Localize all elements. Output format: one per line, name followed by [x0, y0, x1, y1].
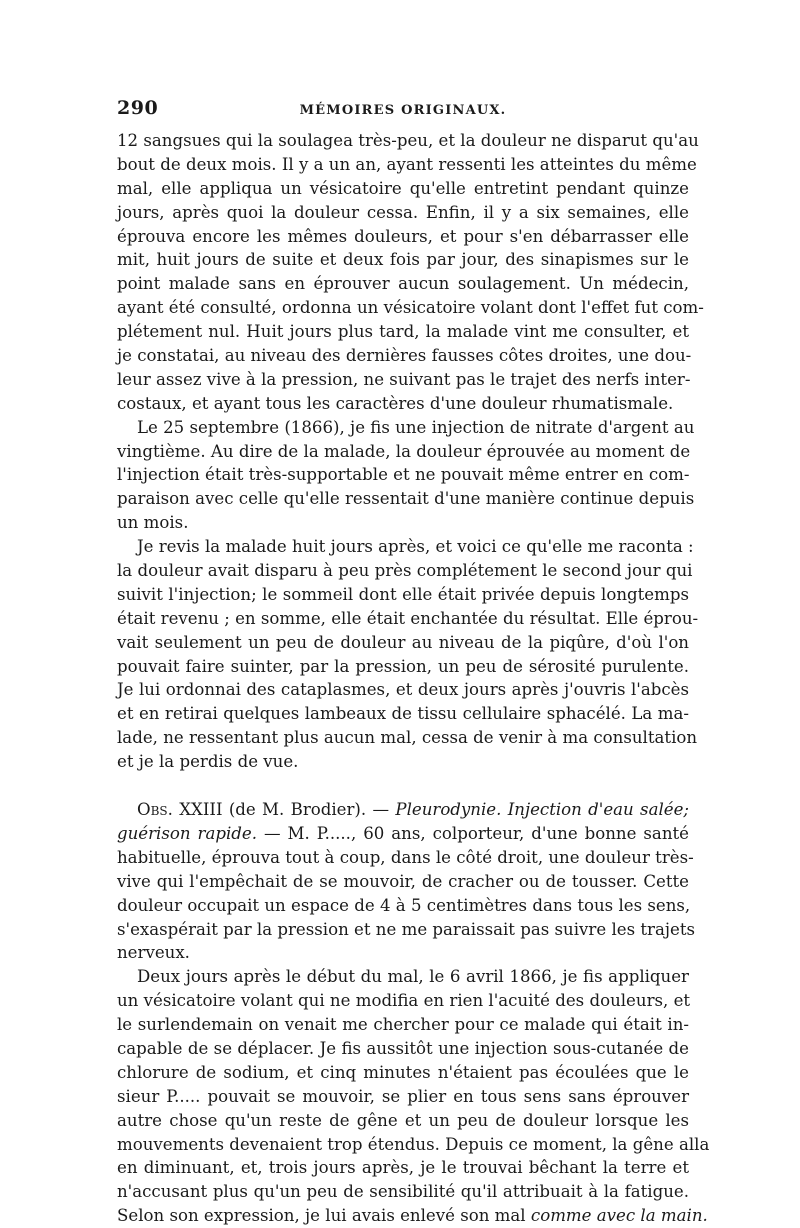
text-line: chlorure de sodium, et cinq minutes n'étaient pas écoulées que le — [117, 1062, 689, 1082]
text-line: en diminuant, et, trois jours après, je le trouvai bêchant la terre et — [117, 1158, 689, 1178]
observation-dash: — — [372, 800, 390, 820]
text-line: habituelle, éprouva tout à coup, dans le côté droit, une douleur très- — [117, 847, 694, 867]
body-text — [117, 129, 710, 1228]
text-line: vive qui l'empêchait de se mouvoir, de cracher ou de tousser. Cette — [117, 871, 689, 891]
text-line: point malade sans en éprouver aucun soulagement. Un médecin, — [117, 274, 689, 294]
text-line: le surlendemain on venait me chercher pour ce malade qui était in- — [117, 1015, 689, 1035]
text-line: était revenu ; en somme, elle était enchantée du résultat. Elle éprou- — [117, 608, 699, 628]
page-header — [117, 97, 689, 125]
text-line: éprouva encore les mêmes douleurs, et pour s'en débarrasser elle — [117, 226, 689, 246]
text-line: je constatai, au niveau des dernières fausses côtes droites, une dou- — [117, 346, 692, 366]
text-line: l'injection était très-supportable et ne pouvait même entrer en com- — [117, 465, 690, 485]
observation-title: Pleurodynie. Injection d'eau salée; — [395, 800, 689, 820]
text-line: jours, après quoi la douleur cessa. Enfin, il y a six semaines, elle — [117, 202, 689, 222]
text-line: mouvements devenaient trop étendus. Depuis ce moment, la gêne alla — [117, 1134, 710, 1154]
text-line — [117, 1204, 708, 1228]
text-line: vingtième. Au dire de la malade, la douleur éprouvée au moment de — [117, 441, 691, 461]
text-line: mit, huit jours de suite et deux fois par jour, des sinapismes sur le — [117, 250, 689, 270]
text-line: lade, ne ressentant plus aucun mal, cessa de venir à ma consultation — [117, 728, 698, 748]
text-line: leur assez vive à la pression, ne suivant pas le trajet des nerfs inter- — [117, 369, 691, 389]
text-line: Je lui ordonnai des cataplasmes, et deux jours après j'ouvris l'abcès — [117, 680, 689, 700]
text-line: capable de se déplacer. Je fis aussitôt une injection sous-cutanée de — [117, 1038, 689, 1058]
text-line: sieur P..... pouvait se mouvoir, se plier en tous sens sans éprouver — [117, 1086, 689, 1106]
text-line: s'exaspérait par la pression et ne me paraissait pas suivre les trajets — [117, 919, 696, 939]
text-line: n'accusant plus qu'un peu de sensibilité qu'il attribuait à la fatigue. — [117, 1182, 689, 1202]
text-line: costaux, et ayant tous les caractères d'une douleur rhumatismale. — [117, 393, 674, 413]
text-line: autre chose qu'un reste de gêne et un peu de douleur lorsque les — [117, 1110, 689, 1130]
section-gap — [117, 774, 689, 798]
text-line: plétement nul. Huit jours plus tard, la malade vint me consulter, et — [117, 322, 689, 342]
observation-title-end: guérison rapide. — [117, 823, 258, 843]
text-line: et en retirai quelques lambeaux de tissu cellulaire sphacélé. La ma- — [117, 704, 689, 724]
text-line: vait seulement un peu de douleur au niveau de la piqûre, d'où l'on — [117, 632, 689, 652]
observation-heading-line — [117, 798, 689, 822]
text-line: Le 25 septembre (1866), je fis une injection de nitrate d'argent au — [137, 417, 695, 437]
text-line: Deux jours après le début du mal, le 6 avril 1866, je fis appliquer — [137, 967, 689, 987]
text-line: mal, elle appliqua un vésicatoire qu'elle entretint pendant quinze — [117, 178, 689, 198]
text-line: suivit l'injection; le sommeil dont elle était privée depuis longtemps — [117, 584, 689, 604]
observation-text: — M. P....., 60 ans, colporteur, d'une bonne santé — [263, 823, 689, 843]
observation-label: Obs. — [137, 800, 173, 820]
text-line: un mois. — [117, 513, 189, 533]
text-line: et je la perdis de vue. — [117, 752, 299, 772]
text-line: Je revis la malade huit jours après, et voici ce qu'elle me raconta : — [137, 537, 694, 557]
page-number: 290 — [117, 97, 159, 119]
text-line: la douleur avait disparu à peu près complétement le second jour qui — [117, 561, 693, 581]
text-line: 12 sangsues qui la soulagea très-peu, et la douleur ne disparut qu'au — [117, 131, 699, 150]
last-line-text: Selon son expression, je lui avais enlevé son mal — [117, 1206, 526, 1226]
text-line: douleur occupait un espace de 4 à 5 centimètres dans tous les sens, — [117, 895, 691, 915]
text-line: nerveux. — [117, 943, 190, 963]
observation-number: XXIII (de M. Brodier). — [179, 800, 367, 820]
last-line-italic: comme avec la main. — [530, 1206, 708, 1226]
text-line — [117, 822, 689, 846]
running-title: MÉMOIRES ORIGINAUX. — [299, 103, 507, 118]
text-line: pouvait faire suinter, par la pression, un peu de sérosité purulente. — [117, 656, 689, 676]
text-line: bout de deux mois. Il y a un an, ayant ressenti les atteintes du même — [117, 154, 697, 174]
text-line: paraison avec celle qu'elle ressentait d'une manière continue depuis — [117, 489, 695, 509]
text-line: ayant été consulté, ordonna un vésicatoire volant dont l'effet fut com- — [117, 298, 704, 318]
text-line: un vésicatoire volant qui ne modifia en rien l'acuité des douleurs, et — [117, 991, 691, 1011]
